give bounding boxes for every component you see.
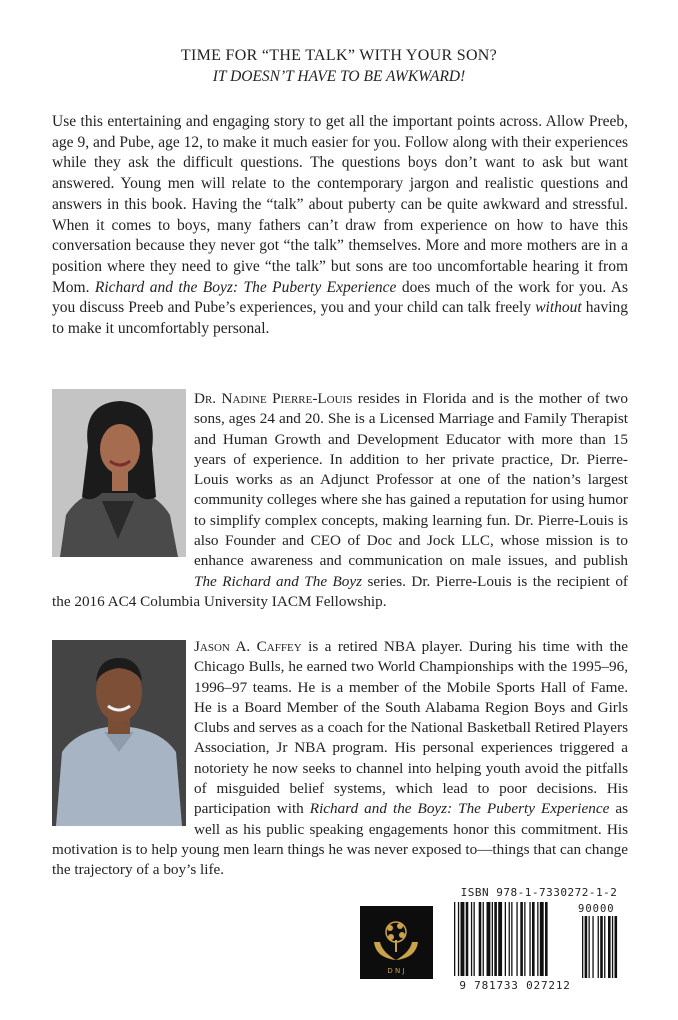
author-name: Dr. Nadine Pierre-Louis	[194, 390, 353, 407]
book-description: Use this entertaining and engaging story to get all the important points across. Allow Preeb, age 9, and Pube, age 12, to make it much easier for you. Follow along with their experiences while they ask the difficult questions. The questions boys don’t want to ask but want answered. Young men will relate to the contemporary jargon and realistic questions and answers in this book. Having the “talk” about puberty can be quite awkward and stressful. When it comes to boys, many fathers can’t draw from experience on how to have this conversation because they never got “the talk” themselves. More and more mothers are in a position where they need to give “the talk” but sons are too uncomfortable hearing it from Mom. Richard and the Boyz: The Puberty Experience does much of the work for you. As you discuss Preeb and Pube’s experiences, you and your child can talk freely without having to make it uncomfortably personal.	[52, 113, 629, 338]
svg-text:D N J: D N J	[387, 967, 405, 975]
tree-in-hands-icon	[360, 906, 433, 979]
publisher-logo	[360, 906, 433, 979]
author-name: Jason A. Caffey	[194, 638, 302, 655]
ean-digits: 9 781733 027212	[459, 979, 571, 992]
author-bio-nadine: Dr. Nadine Pierre-Louis resides in Florida and is the mother of two sons, ages 24 and 20. She is a Licensed Marriage and Family Therapist and Human Growth and Development Educator with more than 15 years of experience. In addition to her private practice, Dr. Pierre-Louis works as an Adjunct Professor at one of the nation’s largest community colleges where she has gained a reputation for using humor to simplify complex concepts, making learning fun. Dr. Pierre-Louis is also Founder and CEO of Doc and Jock LLC, whose mission is to enhance awareness and communication on male issues, and publish The Richard and The Boyz series. Dr. Pierre-Louis is the recipient of the 2016 AC4 Columbia University IACM Fellowship.	[52, 390, 628, 610]
price-code: 90000	[578, 903, 615, 915]
isbn-barcode	[450, 886, 628, 1000]
subtitle: IT DOESN’T HAVE TO BE AWKWARD!	[212, 68, 466, 85]
author-bio-jason: Jason A. Caffey is a retired NBA player. During his time with the Chicago Bulls, he earned two World Championships with the 1995–96, 1996–97 teams. He is a member of the Mobile Sports Hall of Fame. He is a Board Member of the South Alabama Region Boys and Girls Clubs and serves as a coach for the National Basketball Retired Players Association, Jr NBA program. His personal experiences triggered a notoriety he now seeks to channel into helping youth avoid the pitfalls of misguided belief systems, which lead to poor decisions. His participation with Richard and the Boyz: The Puberty Experience as well as his public speaking engagements honor this commitment. His motivation is to help young men learn things he was never exposed to—things that can change the trajectory of a boy’s life.	[52, 638, 629, 879]
isbn-label: ISBN 978-1-7330272-1-2	[460, 886, 618, 899]
title: TIME FOR “THE TALK” WITH YOUR SON?	[180, 47, 498, 64]
